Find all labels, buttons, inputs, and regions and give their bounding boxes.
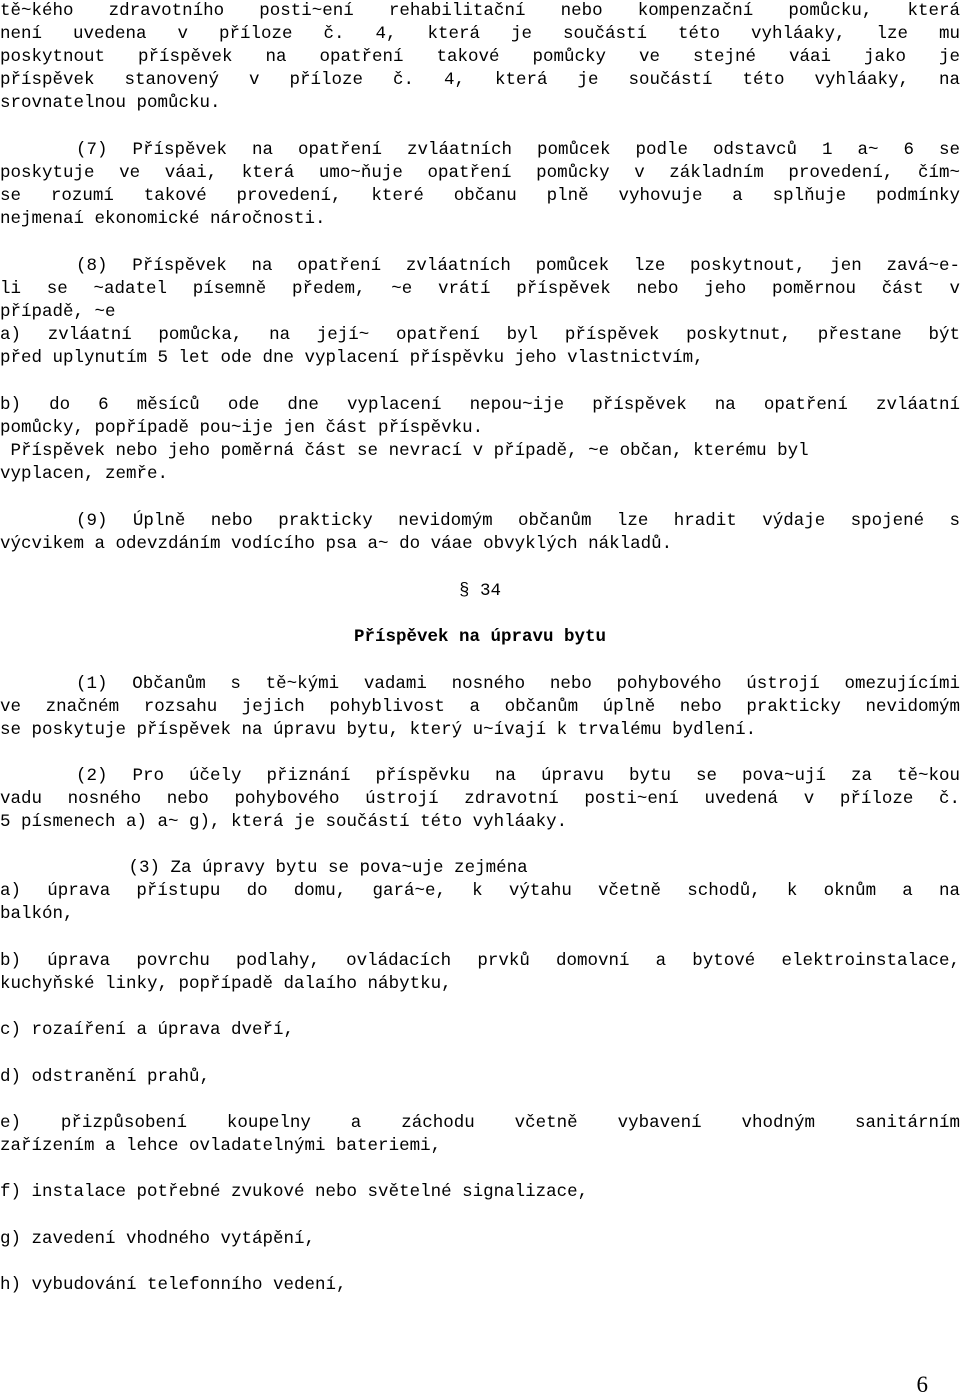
text-line: pomůcky, popřípadě pou~ije jen část příspěvku. — [0, 418, 484, 438]
text-line: se poskytuje příspěvek na úpravu bytu, který u~ívají k trvalému bydlení. — [0, 720, 757, 740]
paragraph-2-first-line: (2) Pro účely přiznání příspěvku na úpravu bytu se pova~ují za tě~kou — [76, 766, 960, 786]
text-line: Příspěvek nebo jeho poměrná část se nevrací v případě, ~e občan, kterému byl — [0, 441, 809, 461]
list-item-h: h) vybudování telefonního vedení, — [0, 1275, 347, 1295]
list-item-f: f) instalace potřebné zvukové nebo světelné signalizace, — [0, 1182, 589, 1202]
paragraph-8-first-line: (8) Příspěvek na opatření zvláatních pomůcek lze poskytnout, jen zavá~e- — [76, 256, 960, 276]
list-item-e: e) přizpůsobení koupelny a záchodu včetně vybavení vhodným sanitárním — [0, 1113, 960, 1133]
text-line: případě, ~e — [0, 302, 116, 322]
paragraph-3-first-line: (3) Za úpravy bytu se pova~uje zejména — [76, 858, 528, 878]
list-item-d: d) odstranění prahů, — [0, 1067, 211, 1087]
text-line: 5 písmenech a) a~ g), která je součástí této vyhláaky. — [0, 812, 568, 832]
text-line: zařízením a lehce ovladatelnými bateriemi, — [0, 1136, 442, 1156]
paragraph-7-first-line: (7) Příspěvek na opatření zvláatních pomůcek podle odstavců 1 a~ 6 se — [76, 140, 960, 160]
text-line: není uvedena v příloze č. 4, která je součástí této vyhláaky, lze mu — [0, 24, 960, 44]
text-line: kuchyňské linky, popřípadě dalaího nábytku, — [0, 974, 452, 994]
list-item-a: a) zvláatní pomůcka, na její~ opatření byl příspěvek poskytnut, přestane být — [0, 325, 960, 345]
text-line: srovnatelnou pomůcku. — [0, 93, 221, 113]
section-number: § 34 — [458, 581, 501, 601]
list-item-c: c) rozaíření a úprava dveří, — [0, 1020, 295, 1040]
list-item-b: b) úprava povrchu podlahy, ovládacích prvků domovní a bytové elektroinstalace, — [0, 951, 960, 971]
text-line: nejmenaí ekonomické náročnosti. — [0, 209, 326, 229]
text-line: vyplacen, zemře. — [0, 464, 169, 484]
list-item-g: g) zavedení vhodného vytápění, — [0, 1229, 316, 1249]
text-line: tě~kého zdravotního posti~ení rehabilitační nebo kompenzační pomůcku, která — [0, 1, 960, 21]
list-item-b: b) do 6 měsíců ode dne vyplacení nepou~ije příspěvek na opatření zvláatní — [0, 395, 960, 415]
text-line: vadu nosného nebo pohybového ústrojí zdravotní posti~ení uvedená v příloze č. — [0, 789, 960, 809]
text-line: příspěvek stanovený v příloze č. 4, která je součástí této vyhláaky, na — [0, 70, 960, 90]
text-line: balkón, — [0, 904, 74, 924]
text-line: před uplynutím 5 let ode dne vyplacení příspěvku jeho vlastnictvím, — [0, 348, 704, 368]
paragraph-1-first-line: (1) Občanům s tě~kými vadami nosného nebo pohybového ústrojí omezujícími — [76, 674, 960, 694]
paragraph-9-first-line: (9) Úplně nebo prakticky nevidomým občanům lze hradit výdaje spojené s — [76, 511, 960, 531]
text-line: se rozumí takové provedení, které občanu plně vyhovuje a splňuje podmínky — [0, 186, 960, 206]
text-line: výcvikem a odevzdáním vodícího psa a~ do váae obvyklých nákladů. — [0, 534, 673, 554]
page-number: 6 — [916, 1372, 928, 1397]
text-line: poskytnout příspěvek na opatření takové pomůcky ve stejné váai jako je — [0, 47, 960, 67]
text-line: ve značném rozsahu jejich pohyblivost a občanům úplně nebo prakticky nevidomým — [0, 697, 960, 717]
text-line: poskytuje ve váai, která umo~ňuje opatření pomůcky v základním provedení, čím~ — [0, 163, 960, 183]
section-heading: Příspěvek na úpravu bytu — [353, 627, 607, 647]
list-item-a: a) úprava přístupu do domu, gará~e, k výtahu včetně schodů, k oknům a na — [0, 881, 960, 901]
text-line: li se ~adatel písemně předem, ~e vrátí příspěvek nebo jeho poměrnou část v — [0, 279, 960, 299]
